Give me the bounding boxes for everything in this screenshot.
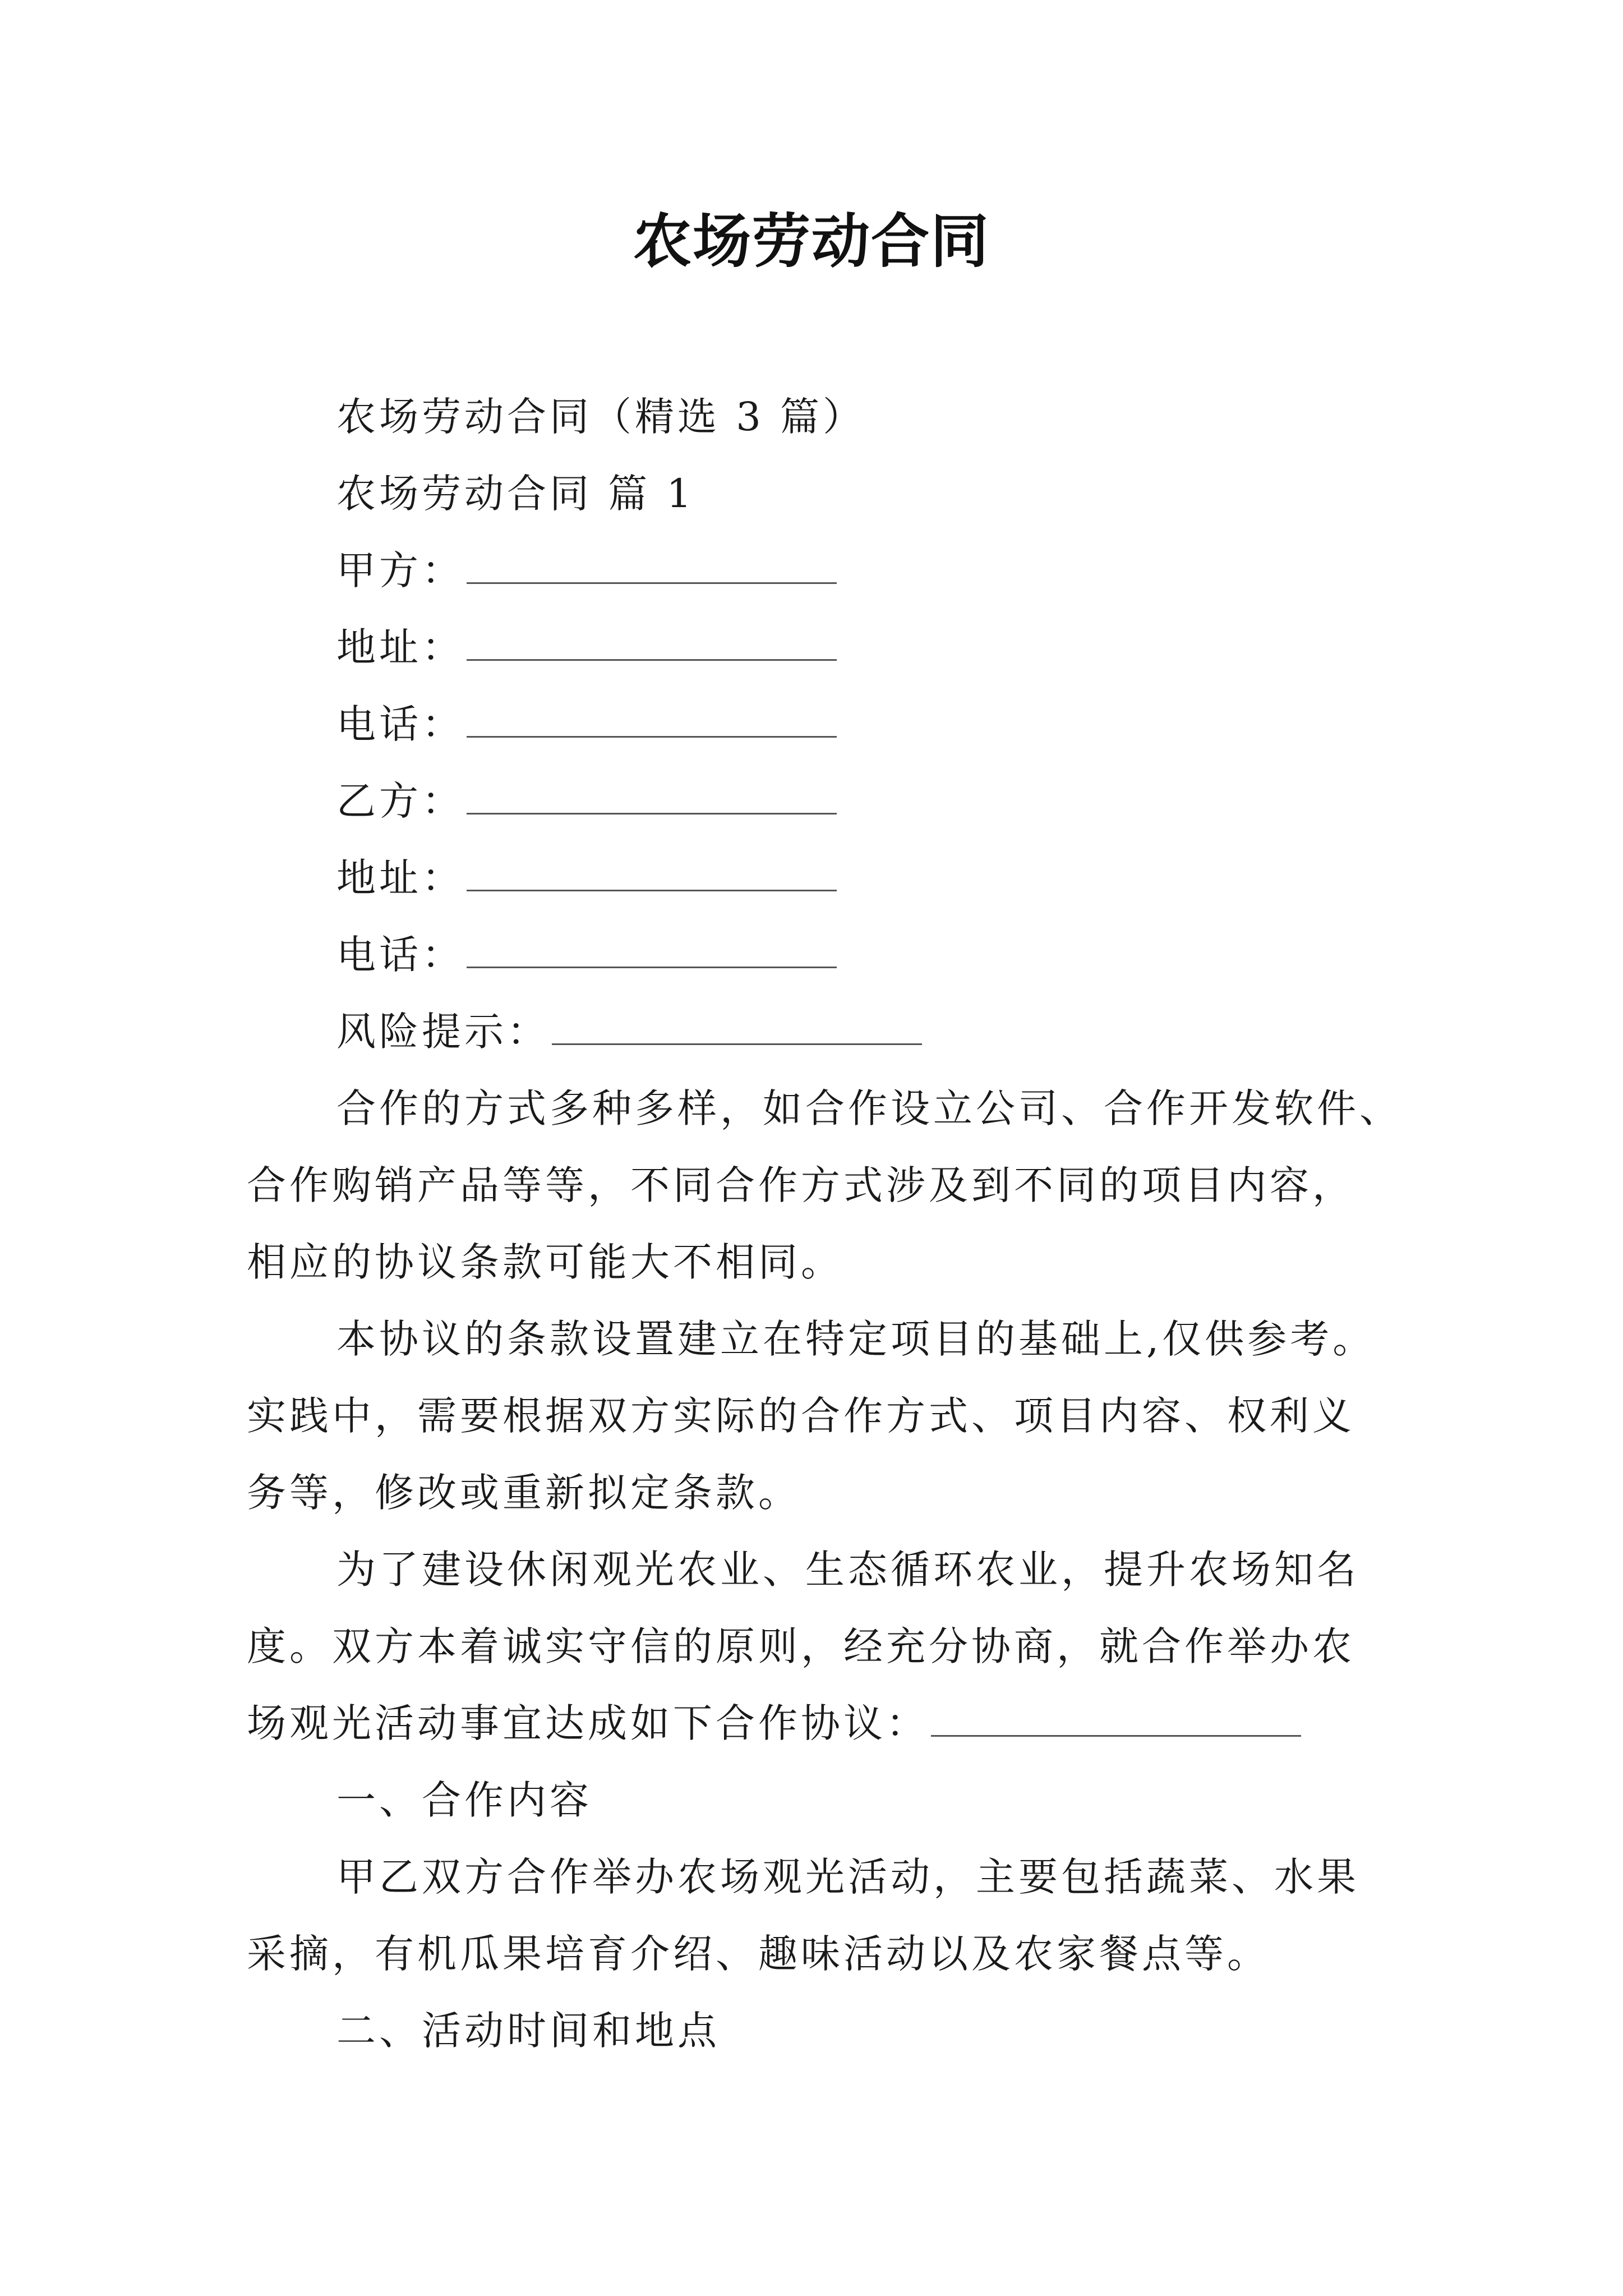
paragraph-3-line: 度。双方本着诚实守信的原则，经充分协商，就合作举办农 xyxy=(247,1623,1355,1669)
field-label: 风险提示： xyxy=(336,1009,550,1055)
paragraph-2-line: 本协议的条款设置建立在特定项目的基础上,仅供参考。 xyxy=(336,1316,1376,1362)
field-label: 甲方： xyxy=(336,547,464,593)
document-body xyxy=(247,379,1419,2069)
party-b-blank[interactable] xyxy=(467,778,837,815)
heading-time-and-place: 二、活动时间和地点 xyxy=(336,2008,720,2054)
paragraph-3-line: 为了建设休闲观光农业、生态循环农业，提升农场知名 xyxy=(336,1547,1359,1593)
paragraph-2-line: 务等，修改或重新拟定条款。 xyxy=(247,1470,801,1516)
field-label: 地址： xyxy=(336,855,464,901)
party-b-address-field xyxy=(247,840,1419,917)
section-heading: 农场劳动合同 篇 1 xyxy=(336,471,695,517)
agreement-blank[interactable] xyxy=(931,1700,1301,1737)
paragraph-2-line: 实践中，需要根据双方实际的合作方式、项目内容、权利义 xyxy=(247,1393,1355,1439)
party-a-blank[interactable] xyxy=(467,547,837,584)
party-b-phone-blank[interactable] xyxy=(467,932,837,968)
heading-cooperation-content: 一、合作内容 xyxy=(336,1777,592,1823)
party-a-phone-blank[interactable] xyxy=(467,701,837,738)
party-b-address-blank[interactable] xyxy=(467,855,837,891)
paragraph-1-line: 相应的协议条款可能大不相同。 xyxy=(247,1239,843,1285)
party-b-phone-field xyxy=(247,917,1419,993)
paragraph-1-line: 合作的方式多种多样，如合作设立公司、合作开发软件、 xyxy=(336,1085,1402,1131)
party-b-field xyxy=(247,763,1419,840)
field-label: 地址： xyxy=(336,624,464,670)
paragraph-4-line: 甲乙双方合作举办农场观光活动，主要包括蔬菜、水果 xyxy=(336,1854,1359,1900)
field-label: 电话： xyxy=(336,701,464,747)
paragraph-3-last-line xyxy=(247,1685,1419,1762)
paragraph-1-line: 合作购销产品等等，不同合作方式涉及到不同的项目内容， xyxy=(247,1162,1355,1208)
party-a-address-blank[interactable] xyxy=(467,624,837,661)
document-title: 农场劳动合同 xyxy=(633,207,990,275)
paragraph-3-line: 场观光活动事宜达成如下合作协议： xyxy=(247,1700,929,1746)
risk-notice-blank[interactable] xyxy=(552,1009,922,1045)
field-label: 电话： xyxy=(336,932,464,978)
document-subtitle: 农场劳动合同（精选 3 篇） xyxy=(336,394,866,440)
risk-notice-field xyxy=(247,993,1419,1070)
field-label: 乙方： xyxy=(336,778,464,824)
paragraph-4-line: 采摘，有机瓜果培育介绍、趣味活动以及农家餐点等。 xyxy=(247,1931,1270,1977)
party-a-field xyxy=(247,532,1419,609)
party-a-phone-field xyxy=(247,686,1419,763)
party-a-address-field xyxy=(247,609,1419,686)
